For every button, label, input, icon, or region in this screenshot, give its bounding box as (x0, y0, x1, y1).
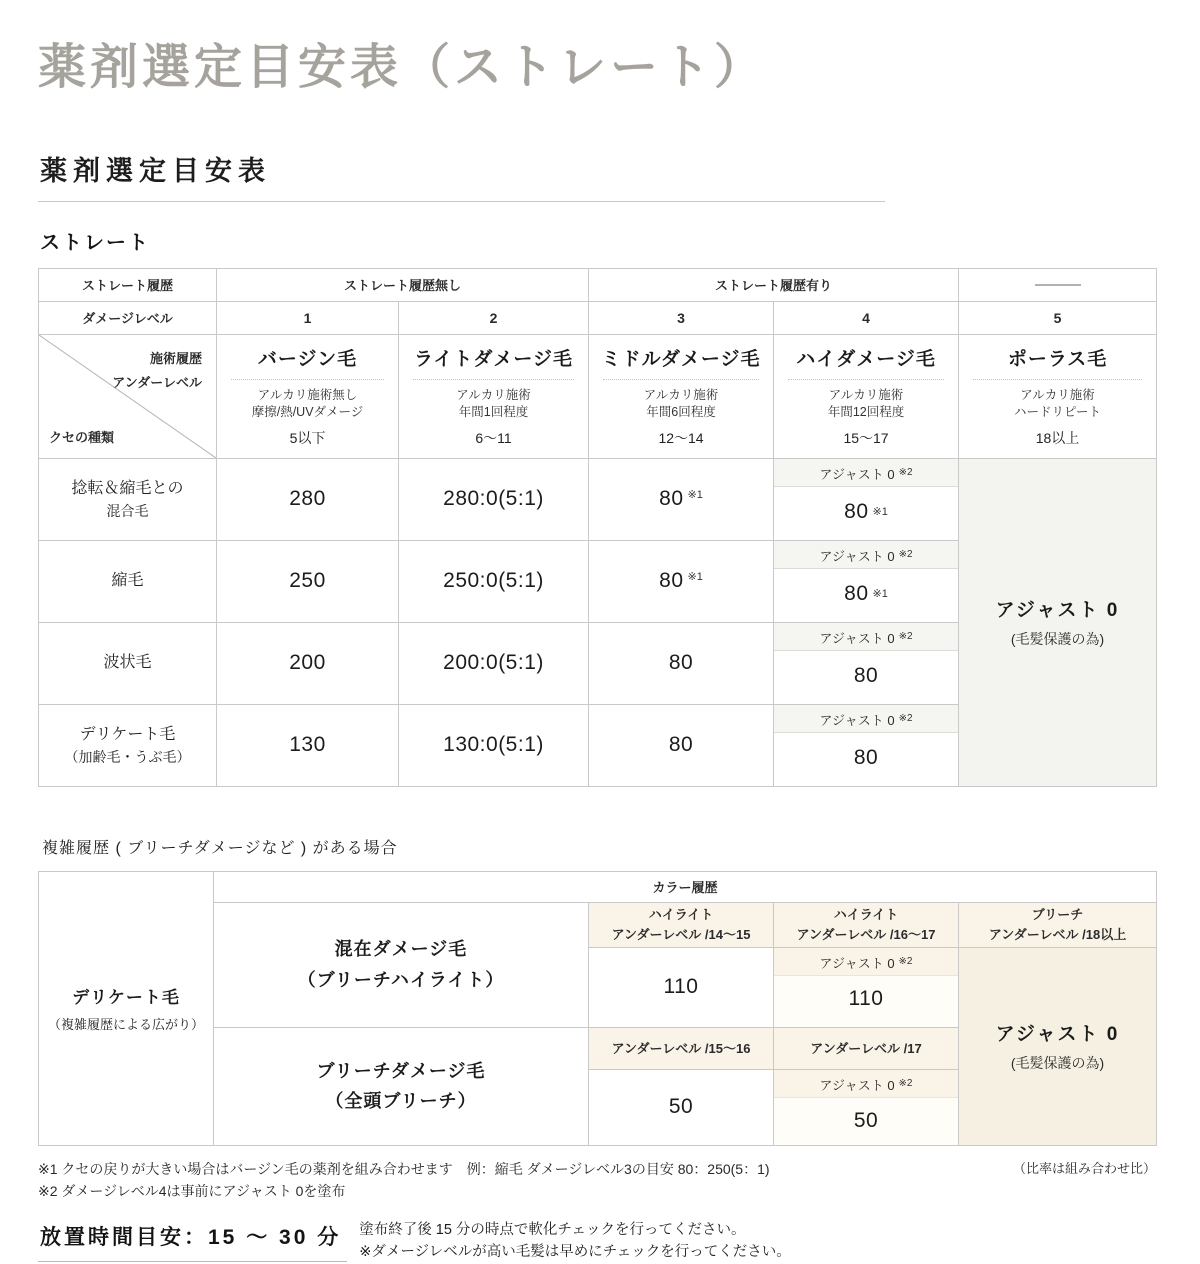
adjust-strip: アジャスト 0 $^{※2}$ (774, 1070, 958, 1098)
row-label: デリケート毛 （加齢毛・うぶ毛） (39, 704, 217, 786)
corner-cell (39, 334, 217, 458)
cell-delicate-lv1: 130 (217, 704, 399, 786)
column-header-row (39, 334, 1157, 458)
history-none: ストレート履歴無し (217, 268, 589, 301)
color-history-row (39, 871, 1157, 902)
colhead-middle-damage: ミドルダメージ毛 アルカリ施術 年間6回程度 12～14 (589, 334, 774, 458)
adjust-strip: アジャスト 0 $^{※2}$ (774, 705, 958, 733)
dotted-divider (231, 379, 384, 380)
history-row (39, 268, 1157, 301)
delicate-row-header: デリケート毛 （複雑履歴による広がり） (39, 871, 214, 1145)
processing-time-section (38, 1219, 1158, 1264)
cell-shrink-lv1: 250 (217, 540, 399, 622)
dash-line (1035, 284, 1081, 286)
cell-shrink-lv2: 250:0(5:1) (399, 540, 589, 622)
group1-sub2: ハイライト アンダーレベル /16～17 (774, 902, 959, 947)
dotted-divider (413, 379, 574, 380)
damage-level-4: 4 (774, 301, 959, 334)
page-title: 薬剤選定目安表（ストレート） (38, 41, 767, 94)
ratio-note: （比率は組み合わせ比） (1012, 1160, 1156, 1176)
cell-wavy-lv3: 80 (589, 622, 774, 704)
color-history-header: カラー履歴 (214, 871, 1157, 902)
corner-top-labels: 施術履歴 アンダーレベル (112, 350, 202, 391)
history-yes: ストレート履歴有り (589, 268, 959, 301)
dotted-divider (973, 379, 1142, 380)
footnotes (38, 1158, 1156, 1203)
cell-g2-v1: 50 (589, 1069, 774, 1145)
table-row-mixed (39, 458, 1157, 540)
group2-sub2: アンダーレベル /17 (774, 1027, 959, 1069)
group2-sub1: アンダーレベル /15～16 (589, 1027, 774, 1069)
complex-table (38, 871, 1157, 1146)
damage-level-3: 3 (589, 301, 774, 334)
processing-note-1: 塗布終了後 15 分の時点で軟化チェックを行ってください。 (359, 1221, 746, 1238)
cell-g1-v2: アジャスト 0 $^{※2}$ 110 (774, 947, 959, 1027)
row-label: 捻転＆縮毛との 混合毛 (39, 458, 217, 540)
row-label: 縮毛 (39, 540, 217, 622)
cell-g1-v1: 110 (589, 947, 774, 1027)
history-dash-cell (959, 268, 1157, 301)
cell-bleach-merged: アジャスト 0 (毛髪保護の為) (959, 947, 1157, 1145)
damage-level-5: 5 (959, 301, 1157, 334)
cell-shrink-lv3: 80 $^{※1}$ (589, 540, 774, 622)
group2-name: ブリーチダメージ毛 （全頭ブリーチ） (214, 1027, 589, 1145)
cell-mixed-lv3: 80 $^{※1}$ (589, 458, 774, 540)
cell-wavy-lv1: 200 (217, 622, 399, 704)
colhead-light-damage: ライトダメージ毛 アルカリ施術 年間1回程度 6～11 (399, 334, 589, 458)
adjust-strip: アジャスト 0 $^{※2}$ (774, 459, 958, 487)
cell-mixed-lv1: 280 (217, 458, 399, 540)
processing-note-2: ※ダメージレベルが高い毛髪は早めにチェックを行ってください。 (359, 1244, 791, 1261)
dotted-divider (603, 379, 759, 380)
adjust-strip: アジャスト 0 $^{※2}$ (774, 623, 958, 651)
adjust-strip: アジャスト 0 $^{※2}$ (774, 948, 958, 976)
bleach-header: ブリーチ アンダーレベル /18以上 (959, 902, 1157, 947)
colhead-virgin: バージン毛 アルカリ施術無し 摩擦/熱/UVダメージ 5以下 (217, 334, 399, 458)
row-label: 波状毛 (39, 622, 217, 704)
cell-wavy-lv2: 200:0(5:1) (399, 622, 589, 704)
cell-delicate-lv2: 130:0(5:1) (399, 704, 589, 786)
cell-level5-merged: アジャスト 0 (毛髪保護の為) (959, 458, 1157, 786)
group1-name: 混在ダメージ毛 （ブリーチハイライト） (214, 902, 589, 1027)
history-label: ストレート履歴 (39, 268, 217, 301)
footnote-1: ※1 クセの戻りが大きい場合はバージン毛の薬剤を組み合わせます 例：縮毛 ダメージレベル3の目安 80：250(5：1) (38, 1160, 770, 1177)
processing-time: 放置時間目安：15 ～ 30 分 (38, 1219, 347, 1262)
corner-bottom-label: クセの種類 (49, 429, 115, 445)
group1-sub1: ハイライト アンダーレベル /14～15 (589, 902, 774, 947)
cell-delicate-lv4: アジャスト 0 $^{※2}$ 80 (774, 704, 959, 786)
damage-level-1: 1 (217, 301, 399, 334)
colhead-high-damage: ハイダメージ毛 アルカリ施術 年間12回程度 15～17 (774, 334, 959, 458)
processing-notes (359, 1219, 791, 1264)
damage-level-2: 2 (399, 301, 589, 334)
damage-label: ダメージレベル (39, 301, 217, 334)
cell-delicate-lv3: 80 (589, 704, 774, 786)
dotted-divider (788, 379, 944, 380)
cell-mixed-lv4: アジャスト 0 $^{※2}$ 80 ※1 (774, 458, 959, 540)
footnote-2: ※2 ダメージレベル4は事前にアジャスト 0を塗布 (38, 1183, 346, 1200)
straight-table (38, 268, 1157, 787)
adjust-strip: アジャスト 0 $^{※2}$ (774, 541, 958, 569)
colhead-porous: ポーラス毛 アルカリ施術 ハードリピート 18以上 (959, 334, 1157, 458)
complex-history-heading: 複雑履歴 ( ブリーチダメージなど ) がある場合 (42, 839, 398, 857)
cell-wavy-lv4: アジャスト 0 $^{※2}$ 80 (774, 622, 959, 704)
straight-heading: ストレート (40, 231, 150, 254)
cell-mixed-lv2: 280:0(5:1) (399, 458, 589, 540)
doc-subtitle: 薬剤選定目安表 (38, 149, 885, 202)
cell-g2-v2: アジャスト 0 $^{※2}$ 50 (774, 1069, 959, 1145)
cell-shrink-lv4: アジャスト 0 $^{※2}$ 80 ※1 (774, 540, 959, 622)
damage-level-row (39, 301, 1157, 334)
